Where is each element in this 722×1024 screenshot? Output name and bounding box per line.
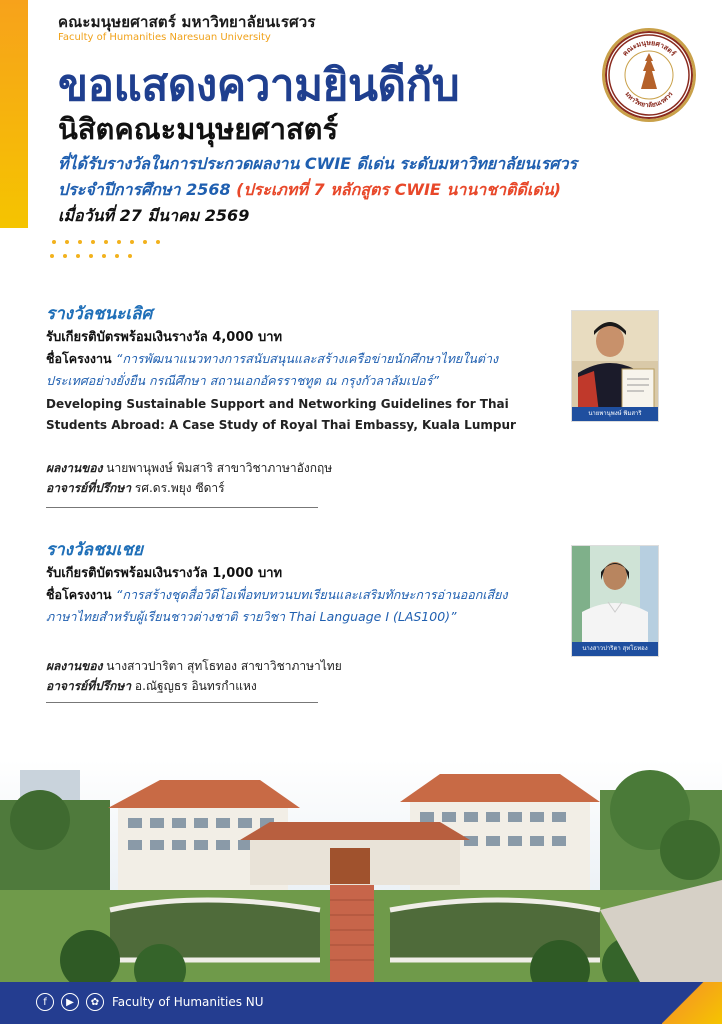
divider [46, 702, 318, 703]
decorative-dot [89, 254, 93, 258]
award1-prize: รับเกียรติบัตรพร้อมเงินรางวัล 4,000 บาท [46, 330, 283, 345]
decorative-dot [102, 254, 106, 258]
facebook-icon[interactable]: f [36, 993, 54, 1011]
award2-prize: รับเกียรติบัตรพร้อมเงินรางวัล 1,000 บาท [46, 566, 283, 581]
faculty-name-english: Faculty of Humanities Naresuan University [58, 32, 271, 43]
svg-text:มหาวิทยาลัยนเรศวร: มหาวิทยาลัยนเรศวร [623, 90, 675, 110]
award1-project-title-th: “การพัฒนาแนวทางการสนับสนุนและสร้างเครือข่ายนักศึกษาไทยในต่างประเทศอย่างยั่งยืน กรณีศึกษา สถานเอกอัครราชทูต ณ กรุงกัวลาลัมเปอร์” [46, 351, 499, 388]
decorative-dot [156, 240, 160, 244]
advisor-label: อาจารย์ที่ปรึกษา [46, 679, 132, 693]
campus-image [0, 760, 722, 982]
award-category: (ประเภทที่ 7 หลักสูตร CWIE นานาชาติดีเด่น) [236, 180, 561, 199]
footer-bar [0, 982, 722, 1024]
award1-advisor-name: รศ.ดร.พยุง ซีดาร์ [131, 481, 225, 495]
award2-advisor-name: อ.ณัฐญธร อินทรกำแหง [131, 679, 257, 693]
decorative-dot [91, 240, 95, 244]
youtube-icon[interactable]: ▶ [61, 993, 79, 1011]
page-title-line2: นิสิตคณะมนุษยศาสตร์ [58, 112, 339, 146]
award1-project-title-en: Developing Sustainable Support and Networking Guidelines for Thai Students Abroad: A Case Study of Royal Thai Embassy, Kuala Lumpur [46, 397, 516, 432]
decorative-dot [76, 254, 80, 258]
advisor-label: อาจารย์ที่ปรึกษา [46, 481, 132, 495]
award2-photo [571, 545, 659, 657]
decorative-dot [52, 240, 56, 244]
decorative-dot [143, 240, 147, 244]
subtitle-line1: ที่ได้รับรางวัลในการประกวดผลงาน CWIE ดีเด่น ระดับมหาวิทยาลัยนเรศวร [58, 154, 578, 173]
decorative-dot [78, 240, 82, 244]
decorative-dots [40, 240, 160, 264]
svg-text:คณะมนุษยศาสตร์: คณะมนุษยศาสตร์ [620, 38, 678, 58]
award1-project [46, 348, 516, 392]
award2-title: รางวัลชมเชย [46, 540, 143, 560]
owner-label: ผลงานของ [46, 659, 103, 673]
footer-accent [662, 982, 722, 1024]
project-label: ชื่อโครงงาน [46, 351, 116, 366]
award2-project [46, 584, 516, 628]
divider [46, 507, 318, 508]
award1-photo-caption: นายพานุพงษ์ พิมสาริ [572, 407, 658, 421]
award2-owner [46, 656, 342, 676]
event-date: เมื่อวันที่ 27 มีนาคม 2569 [58, 206, 250, 225]
accent-bar [0, 0, 28, 228]
faculty-logo [602, 28, 696, 122]
academic-year: ประจำปีการศึกษา 2568 [58, 180, 237, 199]
award1-owner-name: นายพานุพงษ์ พิมสาริ สาขาวิชาภาษาอังกฤษ [102, 461, 333, 475]
award1-title: รางวัลชนะเลิศ [46, 304, 153, 324]
award1-photo [571, 310, 659, 422]
decorative-dot [50, 254, 54, 258]
footer-label: Faculty of Humanities NU [112, 995, 264, 1009]
project-label: ชื่อโครงงาน [46, 587, 116, 602]
award2-owner-name: นางสาวปาริตา สุทโธทอง สาขาวิชาภาษาไทย [102, 659, 342, 673]
owner-label: ผลงานของ [46, 461, 103, 475]
decorative-dot [104, 240, 108, 244]
website-icon[interactable]: ✿ [86, 993, 104, 1011]
decorative-dot [117, 240, 121, 244]
faculty-name-thai: คณะมนุษยศาสตร์ มหาวิทยาลัยนเรศวร [58, 13, 316, 31]
decorative-dot [65, 240, 69, 244]
award2-advisor [46, 676, 257, 696]
subtitle-line2 [58, 178, 561, 203]
decorative-dot [115, 254, 119, 258]
decorative-dot [63, 254, 67, 258]
award1-advisor [46, 478, 225, 498]
decorative-dot [130, 240, 134, 244]
decorative-dot [128, 254, 132, 258]
award2-photo-caption: นางสาวปาริตา สุทโธทอง [572, 642, 658, 656]
award2-project-title-th: “การสร้างชุดสื่อวิดีโอเพื่อทบทวนบทเรียนและเสริมทักษะการอ่านออกเสียงภาษาไทยสำหรับผู้เรียนชาวต่างชาติ รายวิชา Thai Language I (LAS100)” [46, 587, 508, 624]
page-title: ขอแสดงความยินดีกับ [58, 60, 460, 111]
award1-owner [46, 458, 332, 478]
